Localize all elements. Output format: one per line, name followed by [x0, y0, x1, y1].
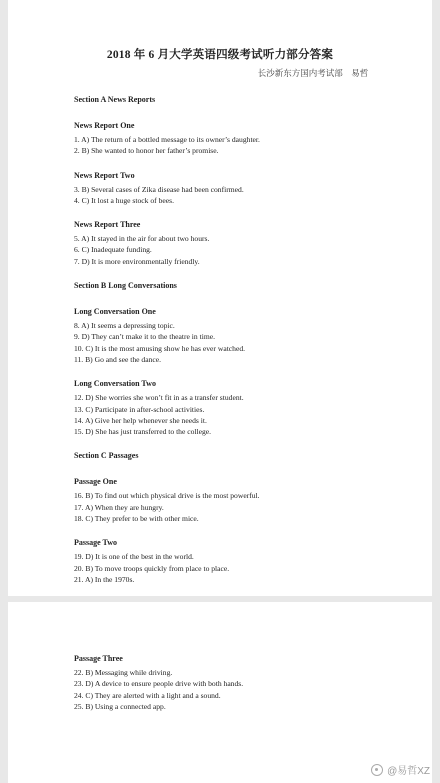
section-heading: Section A News Reports	[74, 95, 156, 104]
group-title: News Report One	[74, 121, 135, 130]
answer-group	[74, 121, 412, 157]
answer-item: 5. A) It stayed in the air for about two hours.	[74, 234, 210, 244]
answer-group	[74, 654, 412, 712]
document-title: 2018 年 6 月大学英语四级考试听力部分答案	[106, 49, 334, 61]
answer-item: 23. D) A device to ensure people drive with both hands.	[74, 679, 244, 689]
answer-item: 22. B) Messaging while driving.	[74, 668, 173, 677]
group-title: Passage Three	[74, 654, 123, 663]
answer-item: 17. A) When they are hungry.	[74, 502, 164, 512]
watermark	[371, 762, 430, 777]
answer-item: 4. C) It lost a huge stock of bees.	[74, 195, 174, 205]
answer-group	[74, 307, 412, 365]
group-title: News Report Two	[74, 170, 135, 180]
watermark-text: @易哲XZ	[387, 766, 430, 777]
group-title: News Report Three	[74, 220, 141, 230]
document-author: 长沙新东方国内考试部 易哲	[257, 68, 369, 78]
page-2-body	[74, 654, 412, 712]
answer-item: 13. C) Participate in after-school activities.	[74, 404, 205, 414]
answer-item: 11. B) Go and see the dance.	[74, 354, 162, 364]
answer-group	[74, 220, 412, 267]
answer-item: 15. D) She has just transferred to the college.	[74, 427, 212, 437]
answer-group	[74, 538, 412, 585]
answer-item: 9. D) They can’t make it to the theatre in time.	[74, 332, 216, 342]
weibo-icon	[371, 764, 383, 776]
section-heading: Section C Passages	[74, 451, 139, 461]
section-heading: Section B Long Conversations	[74, 281, 177, 291]
answer-item: 16. B) To find out which physical drive is the most powerful.	[74, 491, 260, 501]
answer-item: 10. C) It is the most amusing show he has ever watched.	[74, 343, 246, 353]
group-title: Long Conversation Two	[74, 379, 156, 389]
answer-item: 3. B) Several cases of Zika disease had been confirmed.	[74, 184, 244, 194]
answer-group	[74, 171, 412, 207]
answer-item: 21. A) In the 1970s.	[74, 574, 135, 584]
answer-item: 7. D) It is more environmentally friendly.	[74, 256, 200, 266]
group-title: Long Conversation One	[74, 307, 156, 317]
answer-group	[74, 477, 412, 524]
answer-item: 2. B) She wanted to honor her father’s promise.	[74, 146, 219, 156]
answer-item: 14. A) Give her help whenever she needs it.	[74, 415, 207, 425]
answer-item: 12. D) She worries she won’t fit in as a transfer student.	[74, 393, 244, 403]
answer-item: 19. D) It is one of the best in the world.	[74, 552, 194, 562]
document-page-2	[8, 602, 432, 783]
page-1-body	[74, 95, 412, 585]
answer-item: 6. C) Inadequate funding.	[74, 245, 152, 255]
answer-item: 8. A) It seems a depressing topic.	[74, 321, 175, 331]
group-title: Passage Two	[74, 538, 118, 548]
answer-item: 1. A) The return of a bottled message to its owner’s daughter.	[74, 135, 260, 144]
answer-item: 18. C) They prefer to be with other mice.	[74, 514, 199, 524]
answer-item: 24. C) They are alerted with a light and a sound.	[74, 690, 221, 700]
answer-item: 20. B) To move troops quickly from place to place.	[74, 563, 230, 573]
group-title: Passage One	[74, 477, 117, 487]
answer-item: 25. B) Using a connected app.	[74, 701, 166, 711]
answer-group	[74, 379, 412, 437]
document-page-1	[8, 0, 432, 596]
